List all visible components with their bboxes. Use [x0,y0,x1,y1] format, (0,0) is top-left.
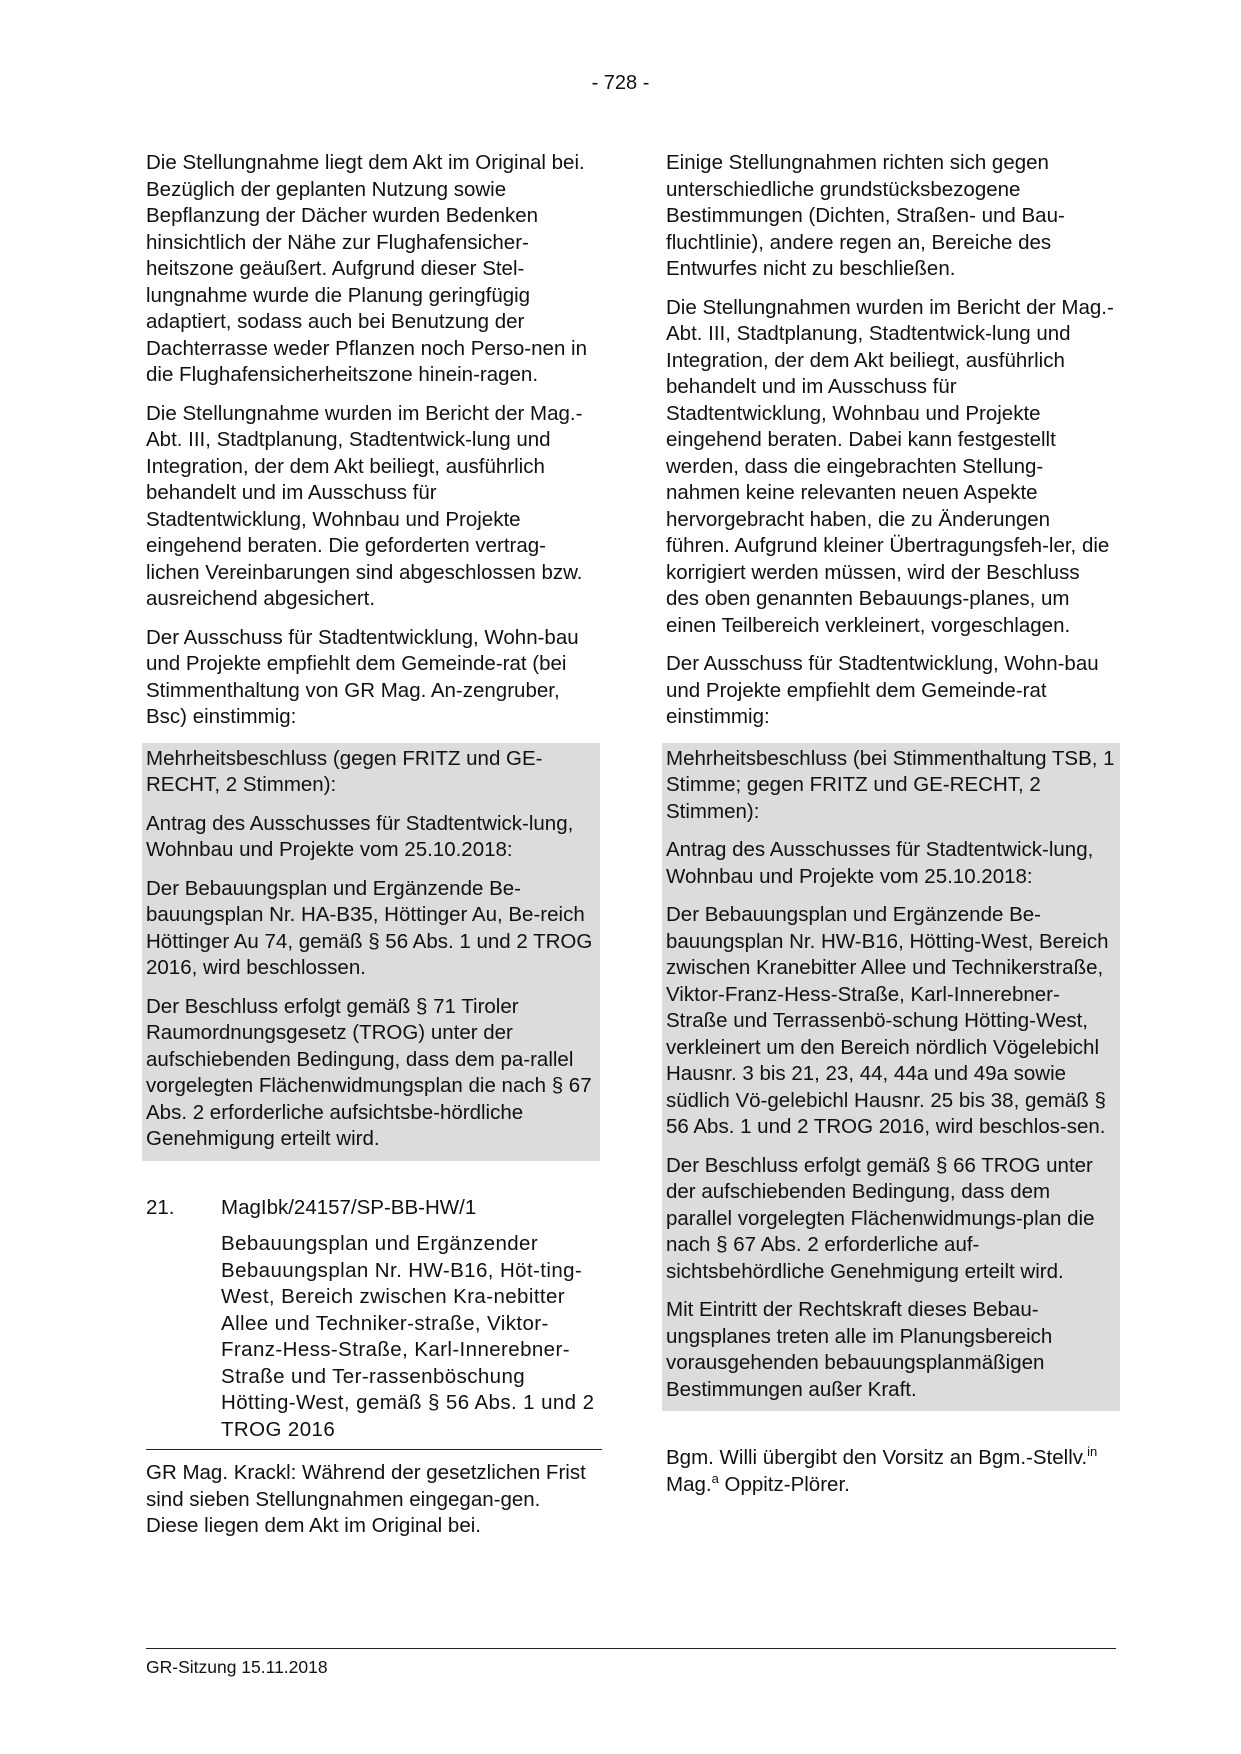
chair-handover [666,1445,1116,1498]
left-column [146,150,596,1552]
right-column [666,150,1116,1510]
agenda-item-number: 21. [146,1195,175,1219]
resolution-box [142,743,600,1161]
paragraph: Der Ausschuss für Stadtentwicklung, Wohn-bau und Projekte empfiehlt dem Gemeinde-rat (bei Stimmenthaltung von GR Mag. An-zengruber, Bsc) einstimmig: [146,625,579,728]
resolution-vote: Mehrheitsbeschluss (gegen FRITZ und GE-RECHT, 2 Stimmen): [146,746,543,796]
resolution-effect: Mit Eintritt der Rechtskraft dieses Bebau-ungsplanes treten alle im Planungsbereich vorausgehenden bebauungsplanmäßigen Bestimmungen außer Kraft. [666,1298,1053,1401]
agenda-item-reference: MagIbk/24157/SP-BB-HW/1 [221,1195,477,1219]
resolution-motion: Antrag des Ausschusses für Stadtentwick-lung, Wohnbau und Projekte vom 25.10.2018: [666,838,1094,888]
footer-divider [146,1648,1116,1649]
agenda-item [146,1195,596,1444]
page-number: - 728 - [591,72,650,94]
resolution-box [662,743,1120,1412]
paragraph: GR Mag. Krackl: Während der gesetzlichen Frist sind sieben Stellungnahmen eingegan-gen. Diese liegen dem Akt im Original bei. [146,1461,586,1537]
paragraph: Der Ausschuss für Stadtentwicklung, Wohn-bau und Projekte empfiehlt dem Gemeinde-rat einstimmig: [666,652,1099,728]
resolution-motion: Antrag des Ausschusses für Stadtentwick-lung, Wohnbau und Projekte vom 25.10.2018: [146,811,574,861]
paragraph: Die Stellungnahme wurden im Bericht der Mag.-Abt. III, Stadtplanung, Stadtentwick-lung und Integration, der dem Akt beiliegt, ausführlich behandelt und im Ausschuss für Stadtentwicklung, Wohnbau und Projekte eingehend beraten. Die geforderten vertrag-lichen Vereinbarungen sind abgeschlossen bzw. ausreichend abgesichert. [146,401,583,610]
paragraph: Die Stellungnahmen wurden im Bericht der Mag.-Abt. III, Stadtplanung, Stadtentwick-lung und Integration, der dem Akt beiliegt, ausführlich behandelt und im Ausschuss für Stadtentwicklung, Wohnbau und Projekte eingehend beraten. Dabei kann festgestellt werden, dass die eingebrachten Stellung-nahmen keine relevanten neuen Aspekte hervorgebracht haben, die zu Änderungen führen. Aufgrund kleiner Übertragungsfeh-ler, die korrigiert werden müssen, wird der Beschluss des oben genannten Bebauungs-planes, um einen Teilbereich verkleinert, vorgeschlagen. [666,295,1114,637]
chair-handover-text: Oppitz-Plörer. [718,1472,850,1496]
superscript: in [1087,1444,1098,1460]
resolution-text: Der Bebauungsplan und Ergänzende Be-bauungsplan Nr. HW-B16, Hötting-West, Bereich zwischen Kranebitter Allee und Technikerstraße, Viktor-Franz-Hess-Straße, Karl-Innerebner-Straße und Terrassenbö-schung Hötting-West, verkleinert um den Bereich nördlich Vögelebichl Hausnr. 3 bis 21, 23, 44, 44a und 49a sowie südlich Vö-gelebichl Hausnr. 25 bis 38, gemäß § 56 Abs. 1 und 2 TROG 2016, wird beschlos-sen. [666,903,1109,1138]
resolution-vote: Mehrheitsbeschluss (bei Stimmenthaltung TSB, 1 Stimme; gegen FRITZ und GE-RECHT, 2 Stimmen): [666,746,1115,823]
superscript: a [711,1470,719,1486]
paragraph: Einige Stellungnahmen richten sich gegen unterschiedliche grundstücksbezogene Bestimmungen (Dichten, Straßen- und Bau-fluchtlinie), andere regen an, Bereiche des Entwurfes nicht zu beschließen. [666,151,1065,280]
chair-handover-text: Bgm. Willi übergibt den Vorsitz an Bgm.-Stellv. [666,1446,1088,1469]
chair-handover-text: Mag. [666,1472,712,1496]
footer: GR-Sitzung 15.11.2018 [146,1657,328,1677]
resolution-condition: Der Beschluss erfolgt gemäß § 71 Tiroler Raumordnungsgesetz (TROG) unter der aufschiebenden Bedingung, dass dem pa-rallel vorgelegten Flächenwidmungsplan die nach § 67 Abs. 2 erforderliche aufsichtsbe-hördliche Genehmigung erteilt wird. [146,994,592,1150]
resolution-condition: Der Beschluss erfolgt gemäß § 66 TROG unter der aufschiebenden Bedingung, dass dem parallel vorgelegten Flächenwidmungs-plan die nach § 67 Abs. 2 erforderliche auf-sichtsbehördliche Genehmigung erteilt wird. [666,1153,1095,1283]
divider [146,1449,602,1450]
agenda-item-title: Bebauungsplan und Ergänzender Bebauungsplan Nr. HW-B16, Höt-ting-West, Bereich zwischen Kra-nebitter Allee und Techniker-straße, Viktor-Franz-Hess-Straße, Karl-Innerebner-Straße und Ter-rassenböschung Hötting-West, gemäß § 56 Abs. 1 und 2 TROG 2016 [221,1232,595,1441]
paragraph: Die Stellungnahme liegt dem Akt im Original bei. Bezüglich der geplanten Nutzung sowie Bepflanzung der Dächer wurden Bedenken hinsichtlich der Nähe zur Flughafensicher-heitszone geäußert. Aufgrund dieser Stel-lungnahme wurde die Planung geringfügig adaptiert, sodass auch bei Benutzung der Dachterrasse weder Pflanzen noch Perso-nen in die Flughafensicherheitszone hinein-ragen. [146,151,587,386]
resolution-text: Der Bebauungsplan und Ergänzende Be-bauungsplan Nr. HA-B35, Höttinger Au, Be-reich Höttinger Au 74, gemäß § 56 Abs. 1 und 2 TROG 2016, wird beschlossen. [146,876,593,979]
